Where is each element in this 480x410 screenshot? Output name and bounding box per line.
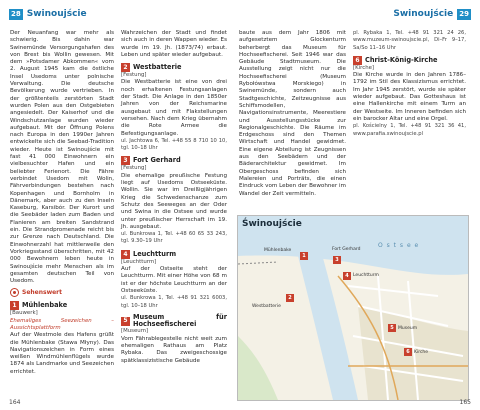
entry-leuchtturm [121, 250, 227, 310]
column-4 [353, 30, 466, 138]
column-3 [239, 30, 346, 198]
entry-christ-koenig-kirche [353, 56, 466, 138]
map-marker-4[interactable]: 4 [343, 272, 351, 280]
entry-title: Fort Gerhard [133, 156, 181, 165]
right-page-badge: 29 [459, 9, 469, 18]
entry-subtitle: Ehemaliges Seezeichen – Aussichtsplattform [10, 317, 114, 331]
entry-category: [Museum] [121, 328, 149, 335]
map-marker-6[interactable]: 6 [404, 348, 412, 356]
left-page-badge: 28 [11, 9, 21, 18]
map-label-westbatterie: Westbatterie [252, 304, 281, 309]
left-page-number: 164 [9, 399, 21, 406]
column-1 [10, 30, 114, 376]
sehenswert-label: Sehenswert [22, 289, 63, 297]
sight-icon [10, 288, 19, 297]
entry-text: Vom Fährablegestelle nicht weit zum ehemaligen Rathaus am Platz Rybaka. Das zweigeschossige spätklassizistische Gebäude [121, 335, 227, 364]
entry-museum [121, 314, 227, 365]
entry-category: [Festung] [121, 165, 147, 172]
entry-category: [Bauwerk] [10, 310, 38, 317]
museum-info: pl. Rybaka 1, Tel. +48 91 321 24 26, www.muzeum-swinoujscie.pl, Di–Fr 9–17, Sa/So 11–16 Uhr [353, 30, 466, 51]
sehenswert-heading [10, 288, 114, 297]
map-label-muehlenbake: Mühlenbake [264, 248, 292, 253]
entry-number: 5 [121, 317, 130, 326]
city-map[interactable] [237, 215, 469, 401]
map-label-kirche: Kirche [414, 350, 429, 355]
entry-text: Die Kirche wurde in den Jahren 1786–1792 im Stil des Klassizismus errichtet. Im Jahr 1945 zerstört, wurde sie später wieder aufgebaut. Das Gotteshaus ist eine Hallenkirche mit einem Turm an der Westseite. Im Inneren befinden sich ein barocker Altar und eine Orgel. [353, 72, 466, 122]
entry-category: [Kirche] [353, 64, 375, 71]
entry-title: Leuchtturm [133, 249, 177, 258]
left-running-title: Swinoujście [26, 9, 87, 19]
entry-title: Mühlenbake [22, 301, 68, 310]
column-2 [121, 30, 227, 365]
right-page-number: 165 [459, 399, 471, 406]
column-3-text: baute aus dem Jahr 1806 mit aufgesetztem Glockenturm beherbergt das Museum für Hochseefischerei. Seit 1946 war das Gebäude Stadtmuseum. Die Ausstellung zeigt nicht nur die Hochseefischerei (Museum Rybołówstwa Morskiego) in Swinemünde, sondern auch Stadtgeschichte, Zeitzeugnisse aus Schiffsmodellen, Navigationsinstrumente, Meerestiere und Ausstellungsstücke zur Regionalgeschichte. Die Räume im Erdgeschoss sind den Themen Wirtschaft und Handel gewidmet. Eine eigene Abteilung ist Zeugnissen aus den Seebädern und der Bäderarchitektur gewidmet. Im Obergeschoss befinden sich Malereien und Porträts, die einen Eindruck vom Leben der Bewohner im Wandel der Zeit vermitteln. [239, 30, 346, 197]
entry-info: ul. Jachtowa 6, Tel. +48 55 8 710 10 10, tgl. 10–18 Uhr [121, 137, 227, 152]
column-2-intro: Wahrzeichen der Stadt und findet sich auch in deren Wappen wieder. Es wurde im 19. Jh. (1873/74) erbaut. Leben und später wieder aufgebaut. [121, 30, 227, 58]
entry-info: ul. Bunkrowa 1, Tel. +48 91 321 6003, tgl. 10–18 Uhr [121, 295, 227, 309]
entry-fort-gerhard [121, 156, 227, 245]
entry-info: ul. Bunkrowa 1, Tel. +48 60 65 33 243, tgl. 9.30–19 Uhr [121, 231, 227, 245]
entry-number: 6 [353, 56, 362, 65]
entry-text: Auf der Ostseite steht der Leuchtturm. Mit einer Höhe von 68 m ist er der höchste Leuchtturm an der Ostseeküste. [121, 266, 227, 294]
left-header [9, 7, 91, 21]
map-marker-2[interactable]: 2 [286, 294, 294, 302]
right-running-title: Swinoujście [393, 9, 454, 19]
entry-title: Christ-König-Kirche [365, 55, 438, 64]
entry-number: 1 [10, 301, 19, 310]
sea-label: O s t s e e [378, 242, 420, 249]
entry-category: [Leuchtturm] [121, 258, 157, 265]
entry-number: 3 [121, 156, 130, 165]
entry-text: Auf der Westmole des Hafens grüßt die Mühlenbake (Stawa Młyny). Das Navigationszeichen in Form eines weißen Windmühlenflügels wurde 1874 als Landmarke und Seezeichen errichtet. [10, 332, 114, 375]
map-label-museum: Museum [398, 326, 418, 331]
map-marker-1[interactable]: 1 [300, 252, 308, 260]
entry-title: Westbatterie [133, 63, 182, 72]
entry-text: Die Westbatterie ist eine von drei noch erhaltenen Festungsanlagen der Stadt. Die Anlage in den 1850er Jahren von der Reichsmarine ausgebaut und mit Flakstellungen versehen. Nach dem Krieg übernahm die Rote Armee die Befestigungsanlage. [121, 79, 227, 137]
map-label-leuchtturm: Leuchtturm [353, 273, 379, 278]
entry-info: pl. Kościelny 1, Tel. +48 91 321 36 41, www.parafia.swinoujscie.pl [353, 123, 466, 137]
entry-category: [Festung] [121, 72, 147, 79]
column-1-text: Der Neuanfang war mehr als schwierig. Bis dahin war Swinemünde Versorgungshafen des von Brest bis Wollin gewesen. Mit dem »Potsdamer Abkommen« vom 2. August 1945 kam die östliche Insel Usedoms unter polnische Verwaltung. Die deutsche Bevölkerung wurde vertrieben. In der größtenteils zerstörten Stadt wurden Polen aus den Ostgebieten angesiedelt. Der Kaiserhof und die Windschutzanlage wurden wieder aufgebaut. Mit der Öffnung Polens nach Europa in den 1990er Jahren entwickelte sich die Seebad-Tradition wieder. Heute ist Swinoujście mit fast 41 000 Einwohnern ein vielbesuchter Hafen und ein beliebter Ferienort. Die Fähre verbindet Usedom mit Wolin, Fährverbindungen bestehen nach Kopenhagen und Bornholm in Dänemark, aber auch zu den Inseln Kaseburg, Karsibór. Der Kurort und die Seebäder laden zum Baden und Flanieren am breiten Sandstrand ein. Die Strandpromenade reicht bis zur Grenze nach Deutschland. Die Einwohnerzahl hat mittlerweile den Vorkriegsstand überschritten, mit 42 000 Bewohnern leben heute in Swinoujście mehr Menschen als im gesamten deutschen Teil von Usedom. [10, 30, 114, 285]
entry-text: Die ehemalige preußische Festung liegt auf Usedoms Ostseeküste. Wollin. Sie war im Dreißigjährigen Krieg die Schwedenschanze zum Schutz des Seeweges an der Oder und Swina in die Ostsee und wurde unter preußischer Herrschaft im 19. Jh. ausgebaut. [121, 172, 227, 230]
entry-title: Museum für Hochseefischerei [133, 312, 227, 329]
entry-number: 2 [121, 63, 130, 72]
map-title: Świnoujście [242, 219, 302, 229]
right-header [389, 7, 471, 21]
map-marker-3[interactable]: 3 [333, 256, 341, 264]
entry-number: 4 [121, 250, 130, 259]
map-marker-5[interactable]: 5 [388, 324, 396, 332]
entry-westbatterie [121, 63, 227, 152]
map-label-fort: Fort Gerhard [332, 247, 361, 252]
entry-muehlenbake [10, 301, 114, 376]
